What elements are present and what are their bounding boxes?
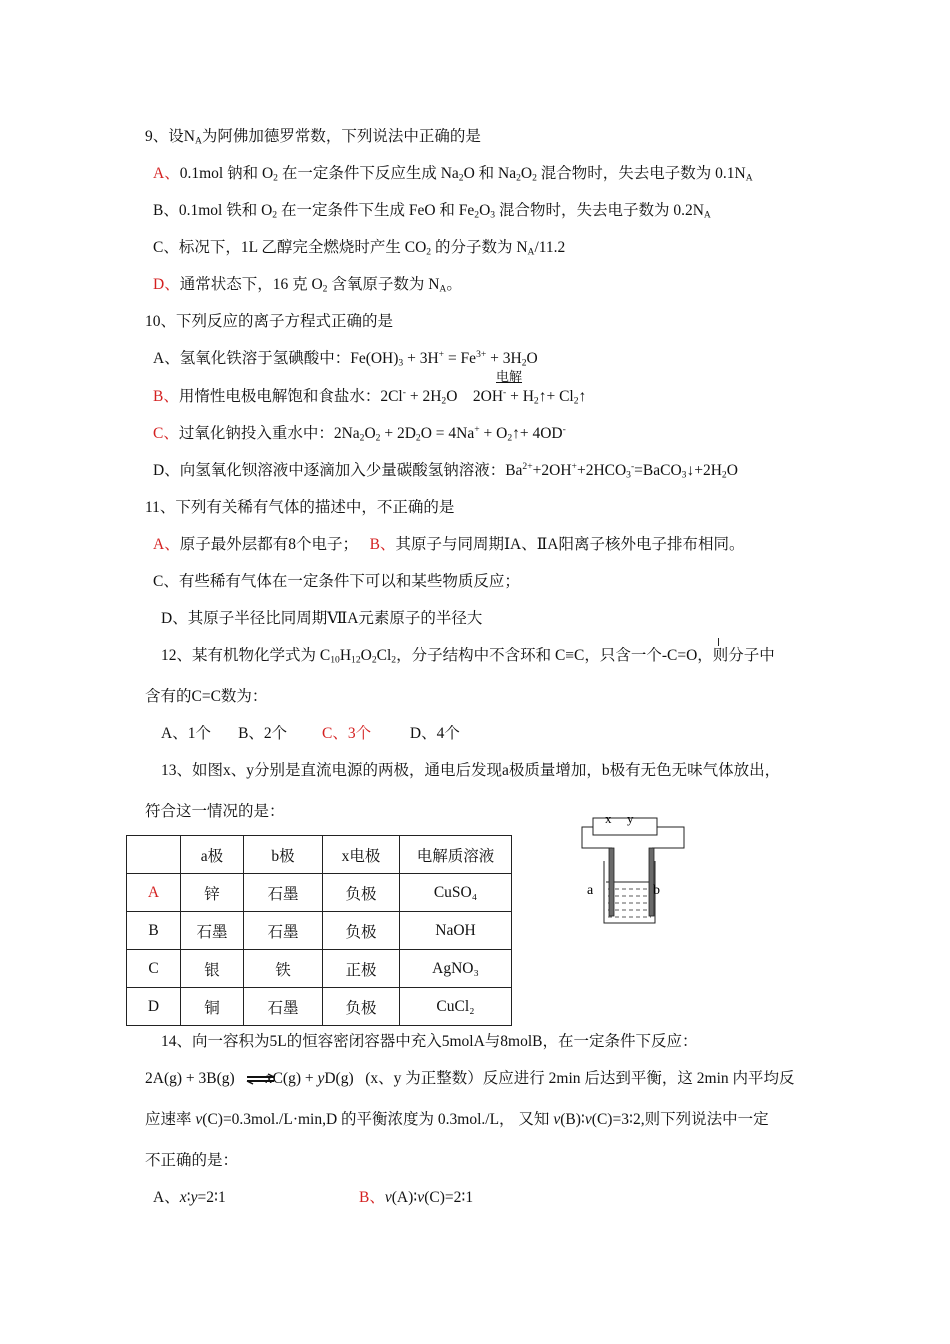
table-cell: CuCl₂ [400, 988, 512, 1026]
q10-electrolysis-condition: 电解 [496, 369, 523, 384]
q11-option-c: C、有些稀有气体在一定条件下可以和某些物质反应； [153, 573, 520, 590]
dc-power-source [593, 818, 657, 835]
label-x: x [605, 811, 612, 826]
table-cell: 负极 [323, 874, 400, 912]
q13-line1: 13、如图x、y分别是直流电源的两极，通电后发现a极质量增加，b极有无色无味气体放出， [161, 762, 781, 779]
table-cell: 铁 [244, 950, 323, 988]
q10-option-d: D、向氢氧化钡溶液中逐滴加入少量碳酸氢钠溶液：$Ba^{2+}+2OH^++2HCO_3^-=BaCO_3↓+2H_2O$ [153, 461, 738, 481]
q11-stem: 11、下列有关稀有气体的描述中，不正确的是 [145, 499, 455, 516]
table-header-cell: 电解质溶液 [400, 836, 512, 874]
table-row [127, 988, 512, 1026]
table-header-cell: x电极 [323, 836, 400, 874]
table-row [127, 950, 512, 988]
q13-options-table [126, 835, 512, 1026]
q10-option-c: C、过氧化钠投入重水中：$2Na_2O_2 + 2D_2O = 4Na^+$ + $O_2↑+ 4OD^-$ [153, 424, 566, 444]
q9-option-d: D、通常状态下，16 克 $O_2$ 含氧原子数为 $N_A$。 [153, 276, 462, 295]
q11-option-d: D、其原子半径比同周期ⅦA元素原子的半径大 [161, 610, 483, 627]
q14-line4: 不正确的是： [145, 1152, 239, 1169]
table-cell: 石墨 [244, 988, 323, 1026]
solution-lines [608, 889, 651, 917]
q14-line1: 14、向一容积为5L的恒容密闭容器中充入5molA与8molB，在一定条件下反应： [161, 1033, 698, 1050]
table-cell: CuSO₄ [400, 874, 512, 912]
q14-option-a: A、x∶y=2∶1 [153, 1189, 226, 1206]
q11-option-ab: A、原子最外层都有8个电子； B、其原子与同周期ⅠA、ⅡA阳离子核外电子排布相同。 [153, 536, 745, 553]
table-cell: 银 [181, 950, 244, 988]
table-cell: 正极 [323, 950, 400, 988]
wire-left [582, 827, 612, 848]
table-cell: 锌 [181, 874, 244, 912]
table-header-cell [127, 836, 181, 874]
electrode-a [609, 848, 614, 916]
q14-option-b: B、v(A)∶v(C)=2∶1 [359, 1189, 474, 1206]
label-b: b [653, 883, 660, 898]
q9-option-b: B、0.1mol 铁和 $O_2$ 在一定条件下生成 FeO 和 $Fe_2O_3$ 混合物时，失去电子数为 $0.2N_A$ [153, 202, 711, 221]
table-cell: 铜 [181, 988, 244, 1026]
q14-line3: 应速率 v(C)=0.3mol./L·min,D 的平衡浓度为 0.3mol./L， 又知 v(B)∶v(C)=3∶2,则下列说法中一定 [145, 1111, 769, 1128]
q10-option-b: B、用惰性电极电解饱和食盐水：$2Cl^- + 2H_2O$ $2OH^- + H_2↑+$ $Cl_2↑$ [153, 387, 587, 407]
table-row [127, 912, 512, 950]
q9-stem: 9、设$N_A$为阿佛加德罗常数，下列说法中正确的是 [145, 128, 481, 147]
q13-line2: 符合这一情况的是： [145, 803, 285, 820]
table-header-cell: a极 [181, 836, 244, 874]
table-cell-option: C [127, 950, 181, 988]
q9-option-c: C、标况下，1L 乙醇完全燃烧时产生 $CO_2$ 的分子数为 $N_A/11.2$ [153, 239, 566, 258]
table-cell: 负极 [323, 912, 400, 950]
table-cell: AgNO₃ [400, 950, 512, 988]
q10-option-a: A、氢氧化铁溶于氢碘酸中：$Fe(OH)_3 + 3H^+ = Fe^{3+} + 3H_2O$ [153, 349, 538, 369]
table-cell: NaOH [400, 912, 512, 950]
table-cell: 石墨 [244, 874, 323, 912]
q12-line2: 含有的C=C数为： [145, 688, 268, 705]
q14-line2: 2A(g) + 3B(g) xC(g) + yD(g) (x、y 为正整数）反应进行 2min 后达到平衡，这 2min 内平均反 [145, 1070, 795, 1087]
electrode-b [649, 848, 654, 916]
q10-stem: 10、下列反应的离子方程式正确的是 [145, 313, 394, 330]
electrolysis-cell-figure [575, 808, 690, 933]
table-cell-option: B [127, 912, 181, 950]
table-row [127, 874, 512, 912]
table-header-cell: b极 [244, 836, 323, 874]
q12-line1: 12、某有机物化学式为 $C_{10}H_{12}O_2Cl_2$，分子结构中不含环和 C≡C，只含一个-C=O，则分子中 [161, 647, 775, 666]
q12-options: A、1个 B、2个 C、3个 D、4个 [161, 725, 460, 742]
q9-option-a: A、0.1mol 钠和 $O_2$ 在一定条件下反应生成 $Na_2O$ 和 $Na_2O_2$ 混合物时，失去电子数为 $0.1N_A$ [153, 165, 753, 184]
table-cell: 负极 [323, 988, 400, 1026]
label-y: y [627, 811, 634, 826]
table-header-row [127, 836, 512, 874]
table-cell: 石墨 [181, 912, 244, 950]
table-cell-option: A [127, 874, 181, 912]
label-a: a [587, 883, 594, 898]
table-cell: 石墨 [244, 912, 323, 950]
table-cell-option: D [127, 988, 181, 1026]
